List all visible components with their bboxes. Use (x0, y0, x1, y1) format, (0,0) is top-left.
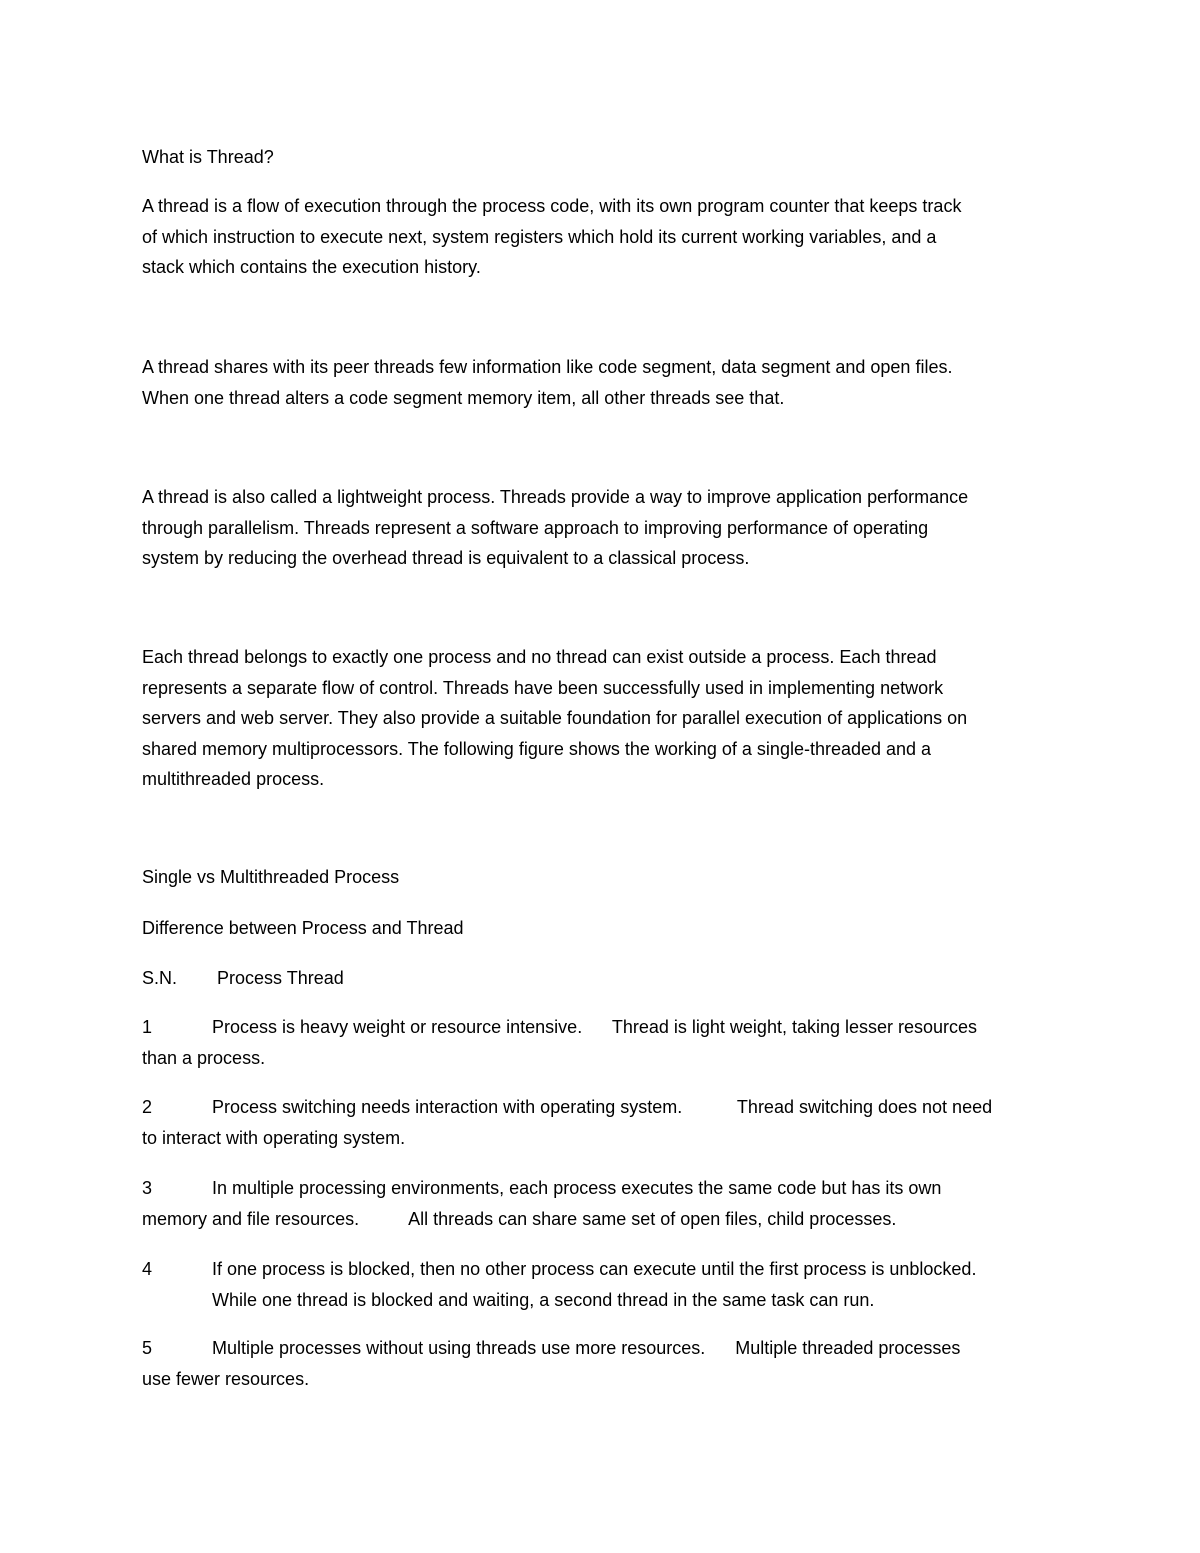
paragraph-line: A thread shares with its peer threads few information like code segment, data segment and open files. (142, 357, 953, 377)
paragraph-2 (142, 352, 1058, 413)
table-row-1 (142, 1012, 1058, 1073)
paragraph-line: A thread is a flow of execution through the process code, with its own program counter that keeps track (142, 196, 962, 216)
paragraph-line: stack which contains the execution history. (142, 257, 481, 277)
table-row-line: than a process. (142, 1047, 266, 1068)
table-row-line: memory and file resources. All threads can share same set of open files, child processes. (142, 1208, 897, 1229)
caption-line: Single vs Multithreaded Process (142, 867, 400, 887)
table-row-line: 2 Process switching needs interaction with operating system. Thread switching does not need (142, 1097, 993, 1117)
paragraph-line: servers and web server. They also provide a suitable foundation for parallel execution of applications on (142, 708, 968, 728)
paragraph-line: When one thread alters a code segment memory item, all other threads see that. (142, 387, 785, 408)
table-header (142, 963, 1058, 994)
paragraph-line: system by reducing the overhead thread is equivalent to a classical process. (142, 548, 750, 568)
table-row-line: 4 If one process is blocked, then no other process can execute until the first process is unblocked. (142, 1259, 977, 1279)
table-row-line: use fewer resources. (142, 1368, 310, 1389)
table-row-2 (142, 1092, 1058, 1153)
paragraph-line: shared memory multiprocessors. The following figure shows the working of a single-threaded and a (142, 738, 932, 759)
document-title (142, 142, 1058, 173)
table-row-5 (142, 1333, 1058, 1394)
section-title (142, 913, 1058, 944)
table-row-line: While one thread is blocked and waiting, a second thread in the same task can run. (142, 1289, 875, 1310)
table-row-line: to interact with operating system. (142, 1127, 406, 1148)
table-row-line: 5 Multiple processes without using threads use more resources. Multiple threaded processes (142, 1338, 961, 1358)
paragraph-line: through parallelism. Threads represent a software approach to improving performance of operating (142, 517, 929, 538)
paragraph-line: represents a separate flow of control. Threads have been successfully used in implementing network (142, 677, 944, 698)
table-header-line: S.N. Process Thread (142, 968, 344, 988)
paragraph-line: Each thread belongs to exactly one process and no thread can exist outside a process. Each thread (142, 647, 937, 667)
figure-caption (142, 862, 1058, 893)
paragraph-4 (142, 642, 1058, 795)
paragraph-line: multithreaded process. (142, 769, 325, 789)
section-title-line: Difference between Process and Thread (142, 918, 464, 938)
table-row-4 (142, 1254, 1058, 1315)
paragraph-1 (142, 191, 1058, 283)
paragraph-line: A thread is also called a lightweight process. Threads provide a way to improve application performance (142, 487, 969, 507)
title-line: What is Thread? (142, 147, 274, 167)
paragraph-3 (142, 482, 1058, 574)
paragraph-line: of which instruction to execute next, system registers which hold its current working variables, and a (142, 226, 937, 247)
table-row-3 (142, 1173, 1058, 1234)
table-row-line: 1 Process is heavy weight or resource intensive. Thread is light weight, taking lesser resources (142, 1017, 978, 1037)
table-row-line: 3 In multiple processing environments, each process executes the same code but has its own (142, 1178, 942, 1198)
